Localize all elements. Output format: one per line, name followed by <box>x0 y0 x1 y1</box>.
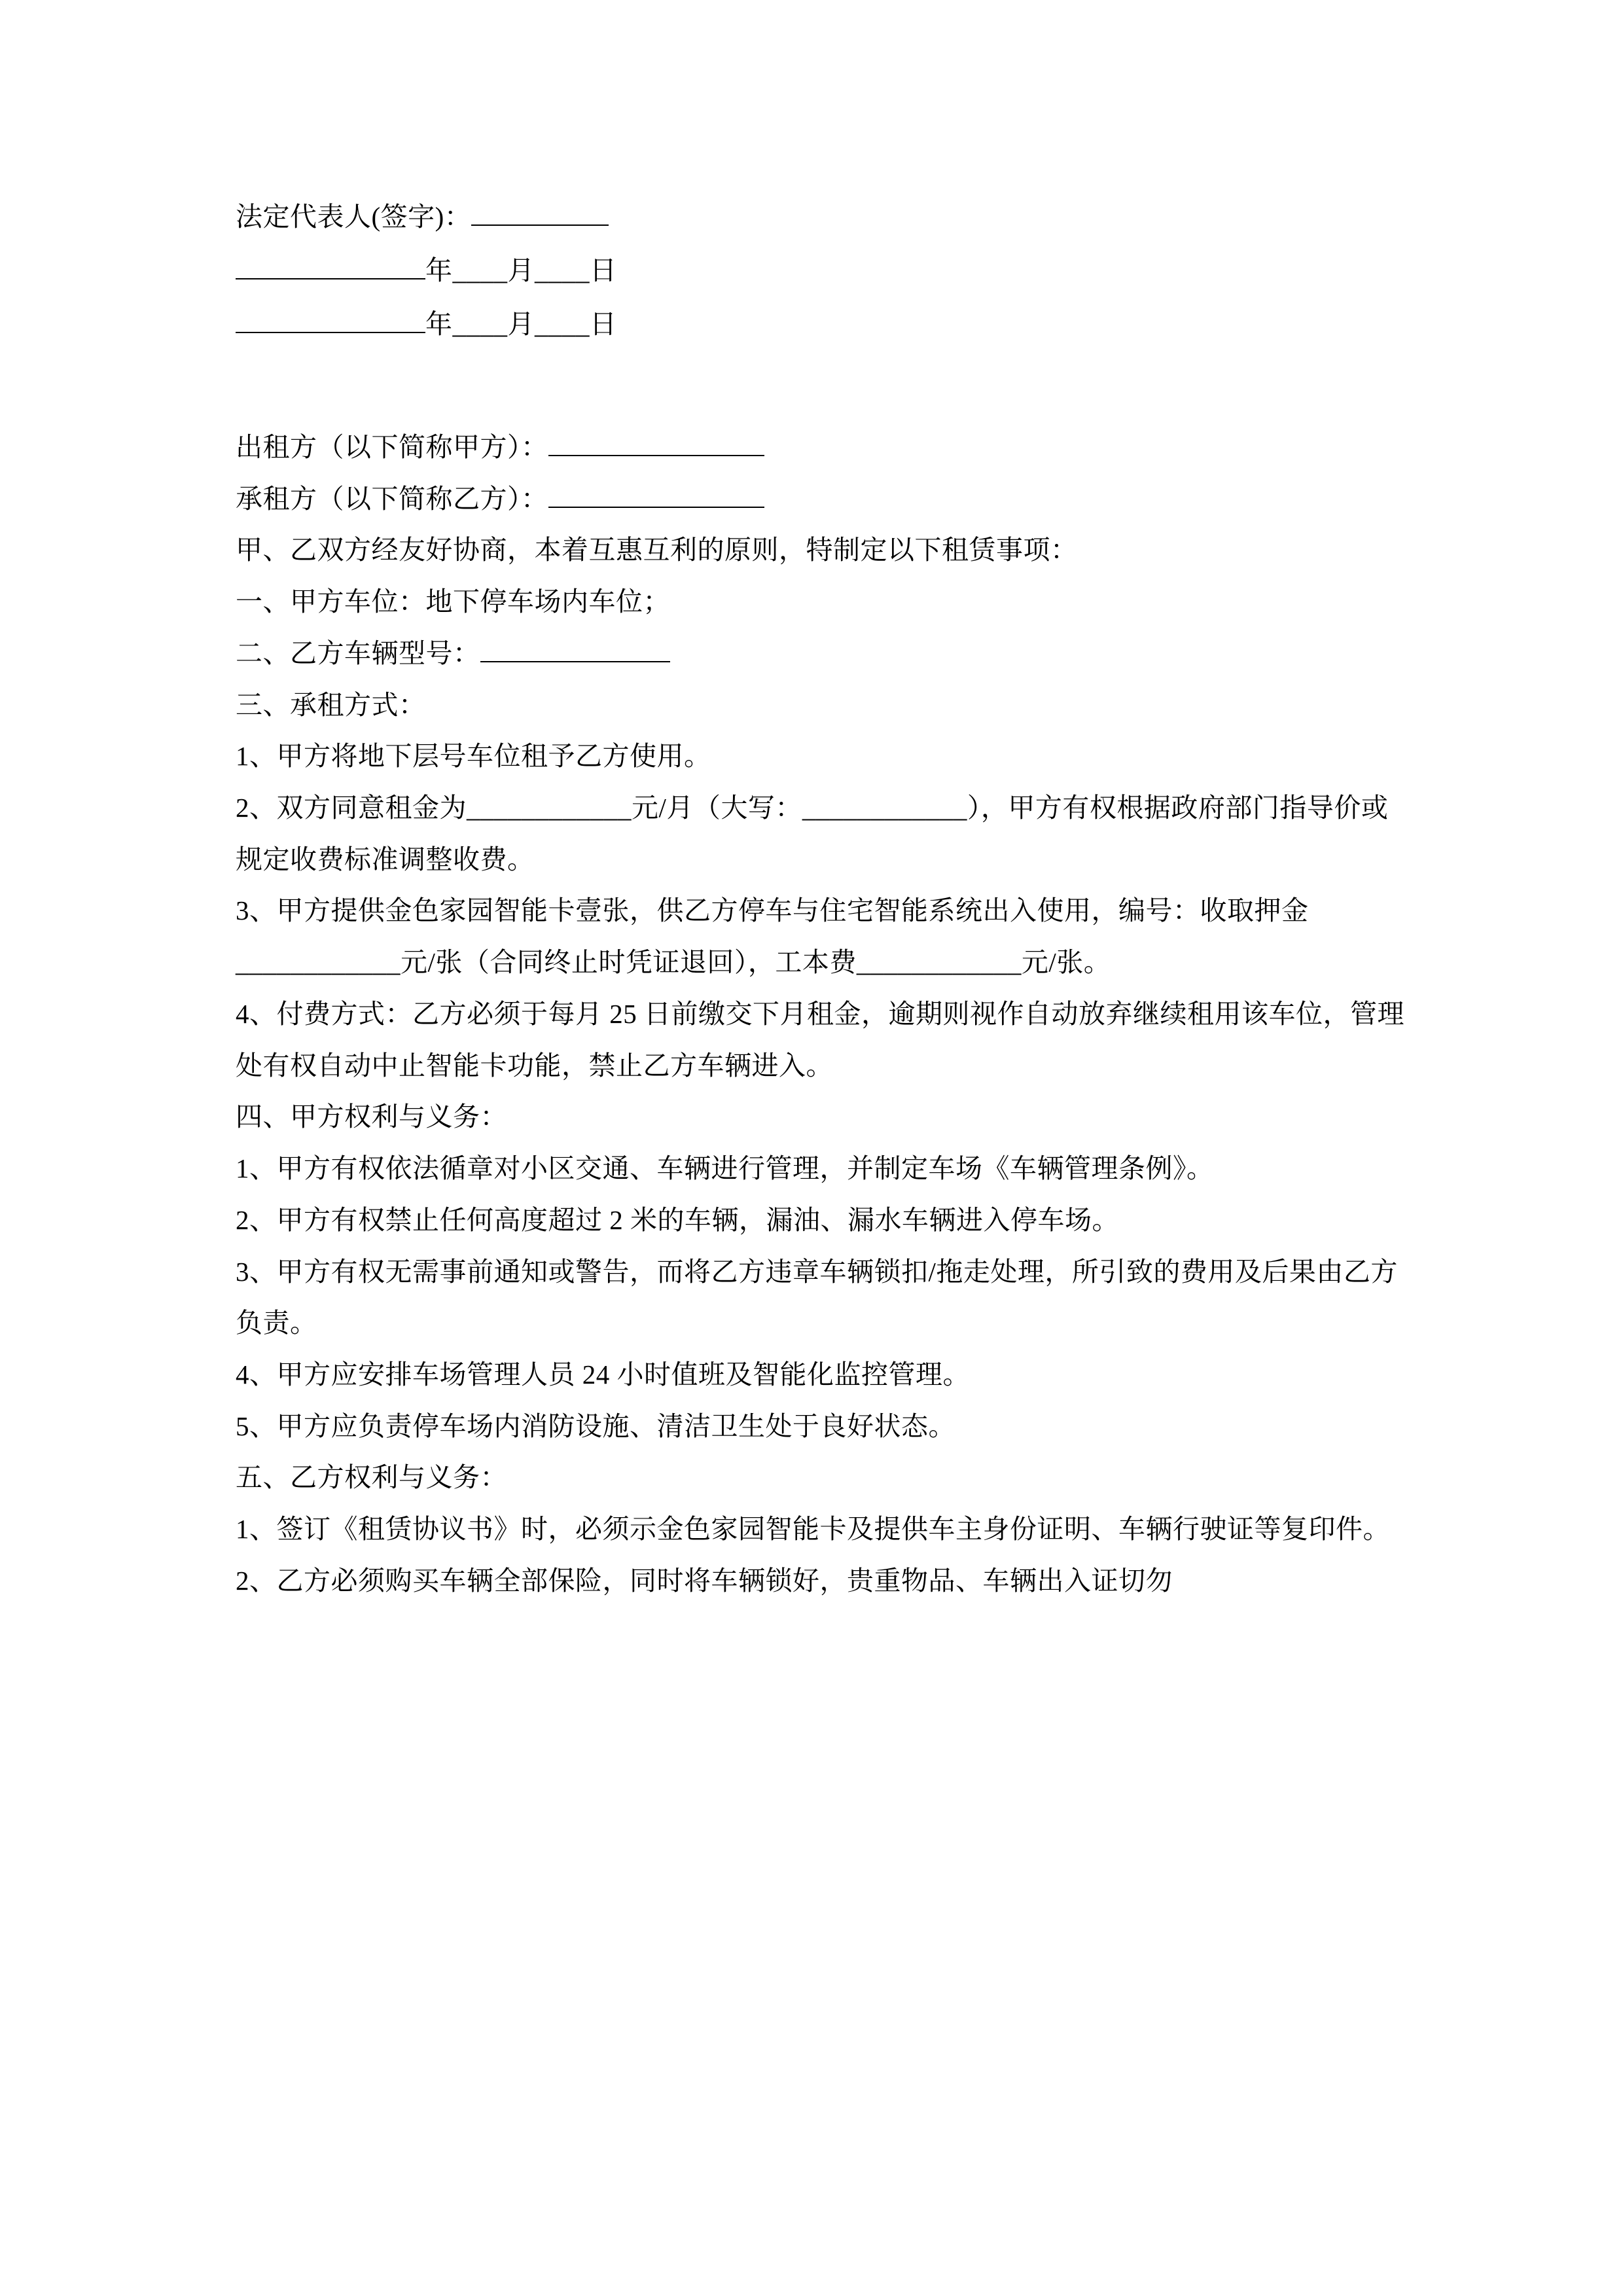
section-2-label: 二、乙方车辆型号： <box>236 637 480 668</box>
date-2-blank[interactable] <box>236 332 425 333</box>
section-5-item-2: 2、乙方必须购买车辆全部保险，同时将车辆锁好，贵重物品、车辆出入证切勿 <box>236 1565 1173 1596</box>
section-5-item-1: 1、签订《租赁协议书》时，必须示金色家园智能卡及提供车主身份证明、车辆行驶证等复印件。 <box>236 1514 1390 1545</box>
section-4-item-1: 1、甲方有权依法循章对小区交通、车辆进行管理，并制定车场《车辆管理条例》。 <box>236 1153 1214 1184</box>
document-body <box>236 190 1407 1607</box>
section-2-heading <box>236 628 1407 679</box>
section-3-item-1: 1、甲方将地下层号车位租予乙方使用。 <box>236 741 711 772</box>
section-1-heading: 一、甲方车位：地下停车场内车位； <box>236 586 670 617</box>
lessor-line <box>236 422 1407 473</box>
vehicle-model-blank[interactable] <box>480 661 670 662</box>
date-line-2 <box>236 297 1407 351</box>
preamble: 甲、乙双方经友好协商，本着互惠互利的原则，特制定以下租赁事项： <box>236 535 1078 565</box>
section-4-heading: 四、甲方权利与义务： <box>236 1102 507 1132</box>
section-4-item-2: 2、甲方有权禁止任何高度超过 2 米的车辆，漏油、漏水车辆进入停车场。 <box>236 1204 1119 1235</box>
legal-rep-line <box>236 190 1407 243</box>
section-4-item-3: 3、甲方有权无需事前通知或警告，而将乙方违章车辆锁扣/拖走处理，所引致的费用及后果由乙方负责。 <box>236 1256 1398 1338</box>
date-line-1-text: 年____月____日 <box>425 255 617 285</box>
section-4-item-4: 4、甲方应安排车场管理人员 24 小时值班及智能化监控管理。 <box>236 1359 970 1390</box>
lessee-label: 承租方（以下简称乙方）： <box>236 483 548 514</box>
section-3-item-4: 4、付费方式：乙方必须于每月 25 日前缴交下月租金，逾期则视作自动放弃继续租用该车位，管理处有权自动中止智能卡功能，禁止乙方车辆进入。 <box>236 998 1404 1081</box>
legal-rep-label: 法定代表人(签字)： <box>236 202 472 232</box>
lessor-blank[interactable] <box>548 455 764 456</box>
section-3-heading: 三、承租方式： <box>236 689 426 720</box>
date-line-2-text: 年____月____日 <box>425 309 617 339</box>
lessee-blank[interactable] <box>548 507 764 508</box>
lessee-line <box>236 473 1407 525</box>
section-3-item-2: 2、双方同意租金为____________元/月（大写：____________），甲方有权根据政府部门指导价或规定收费标准调整收费。 <box>236 793 1389 874</box>
section-3-item-3: 3、甲方提供金色家园智能卡壹张，供乙方停车与住宅智能系统出入使用，编号：收取押金____________元/张（合同终止时凭证退回），工本费____________元/张。 <box>236 895 1309 978</box>
section-5-heading: 五、乙方权利与义务： <box>236 1462 507 1493</box>
section-4-item-5: 5、甲方应负责停车场内消防设施、清洁卫生处于良好状态。 <box>236 1410 955 1441</box>
date-line-1 <box>236 243 1407 297</box>
lessor-label: 出租方（以下简称甲方）： <box>236 432 548 462</box>
spacer <box>236 351 1407 422</box>
legal-rep-blank[interactable] <box>471 224 609 226</box>
date-1-blank[interactable] <box>236 278 425 279</box>
signature-block <box>236 190 1407 351</box>
